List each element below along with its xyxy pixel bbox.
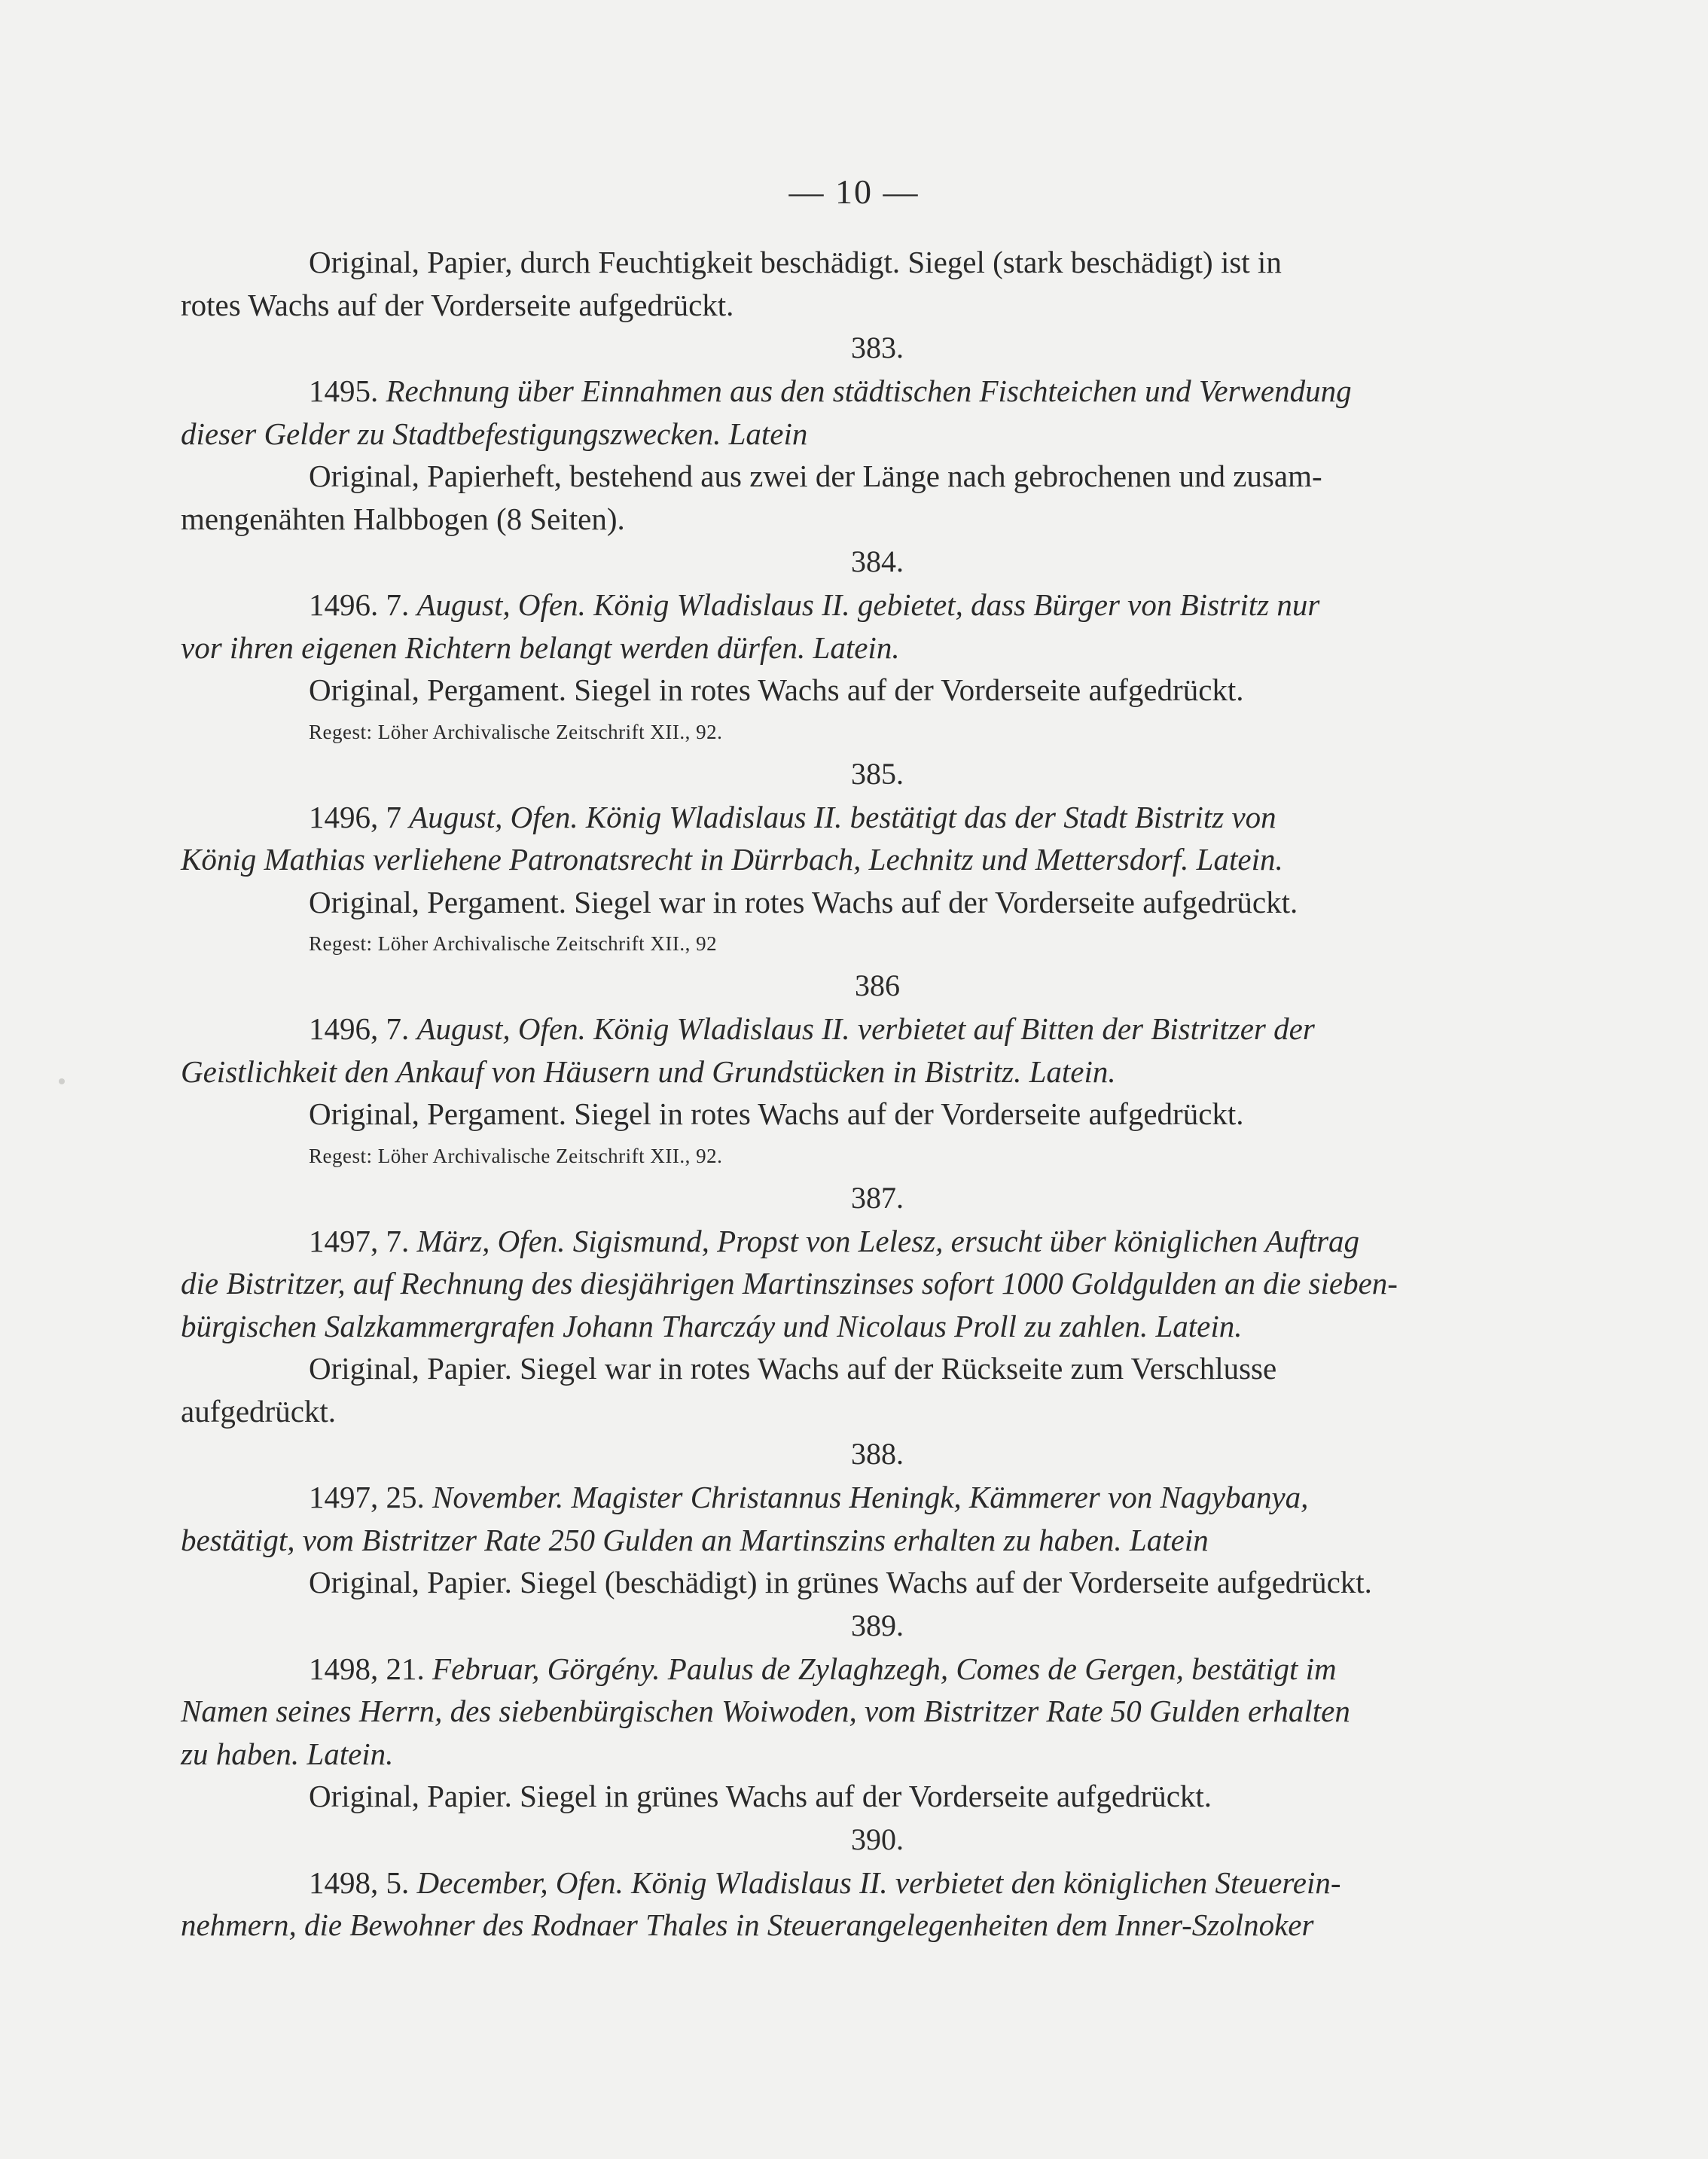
entry-date: 1496. 7. [309, 587, 417, 622]
entry-number: 383. [851, 331, 904, 364]
entry-regest: Regest: Löher Archivalische Zeitschrift XII., 92 [309, 932, 718, 955]
entry-heading [181, 370, 1529, 413]
entry-description-line: Original, Papier. Siegel war in rotes Wachs auf der Rückseite zum Verschlusse [309, 1351, 1277, 1386]
entry-description-line: Original, Papier. Siegel (beschädigt) in grünes Wachs auf der Vorderseite aufgedrückt. [309, 1565, 1372, 1599]
entry-summary: August, Ofen. König Wladislaus II. verbietet auf Bitten der Bistritzer der [416, 1011, 1315, 1046]
entry-date: 1497, 7. [309, 1223, 417, 1258]
entry-description-line: Original, Pergament. Siegel war in rotes Wachs auf der Vorderseite aufgedrückt. [309, 884, 1298, 919]
document-entry [181, 1176, 1529, 1433]
entry-date: 1498, 5. [309, 1865, 417, 1900]
entry-description-line: aufgedrückt. [181, 1393, 337, 1429]
entry-number: 385. [851, 756, 904, 791]
entry-summary-line: zu haben. Latein. [181, 1736, 394, 1771]
entry-summary-line: Geistlichkeit den Ankauf von Häusern und Grundstücken in Bistritz. Latein. [181, 1054, 1116, 1089]
entry-regest: Regest: Löher Archivalische Zeitschrift XII., 92. [309, 1144, 723, 1167]
entry-number: 386 [855, 968, 900, 1002]
entry-number: 390. [851, 1822, 904, 1856]
entry-heading [181, 1476, 1529, 1519]
entry-description-line: mengenähten Halbbogen (8 Seiten). [181, 501, 625, 536]
entry-summary: December, Ofen. König Wladislaus II. verbietet den königlichen Steuerein- [416, 1865, 1341, 1900]
document-entry [181, 964, 1529, 1176]
entry-number: 384. [851, 544, 904, 578]
entry-date: 1496, 7 [309, 799, 410, 834]
entry-heading [181, 1862, 1529, 1904]
entry-summary: August, Ofen. König Wladislaus II. gebietet, dass Bürger von Bistritz nur [416, 587, 1320, 622]
entry-date: 1497, 25. [309, 1480, 432, 1514]
entry-heading [181, 796, 1529, 839]
document-entry [181, 326, 1529, 540]
document-entry [181, 752, 1529, 965]
document-entry [181, 540, 1529, 752]
entry-list [181, 326, 1529, 1947]
intro-line: rotes Wachs auf der Vorderseite aufgedrückt. [181, 287, 734, 322]
intro-line: Original, Papier, durch Feuchtigkeit beschädigt. Siegel (stark beschädigt) ist in [309, 245, 1282, 279]
entry-description-line: Original, Pergament. Siegel in rotes Wachs auf der Vorderseite aufgedrückt. [309, 1096, 1244, 1131]
entry-summary: März, Ofen. Sigismund, Propst von Lelesz, ersucht über königlichen Auftrag [416, 1223, 1360, 1258]
page-number: — 10 — [788, 172, 920, 211]
entry-summary-line: König Mathias verliehene Patronatsrecht in Dürrbach, Lechnitz und Mettersdorf. Latein. [181, 842, 1283, 877]
document-entry [181, 1604, 1529, 1818]
document-entry [181, 1818, 1529, 1947]
entry-summary: November. Magister Christannus Heningk, Kämmerer von Nagybanya, [432, 1480, 1309, 1514]
entry-summary: Februar, Görgény. Paulus de Zylaghzegh, Comes de Gergen, bestätigt im [432, 1651, 1337, 1686]
entry-number: 387. [851, 1180, 904, 1215]
entry-regest: Regest: Löher Archivalische Zeitschrift XII., 92. [309, 720, 723, 743]
entry-summary-line: Namen seines Herrn, des siebenbürgischen Woiwoden, vom Bistritzer Rate 50 Gulden erhalten [181, 1694, 1350, 1728]
entry-heading [181, 1220, 1529, 1263]
entry-description-line: Original, Papier. Siegel in grünes Wachs auf der Vorderseite aufgedrückt. [309, 1779, 1212, 1813]
entry-date: 1498, 21. [309, 1651, 432, 1686]
entry-summary-line: nehmern, die Bewohner des Rodnaer Thales in Steuerangelegenheiten dem Inner-Szolnoker [181, 1907, 1314, 1942]
entry-heading [181, 1008, 1529, 1051]
entry-date: 1496, 7. [309, 1011, 417, 1046]
entry-summary-line: bürgischen Salzkammergrafen Johann Tharczáy und Nicolaus Proll zu zahlen. Latein. [181, 1308, 1243, 1343]
entry-description-line: Original, Papierheft, bestehend aus zwei der Länge nach gebrochenen und zusam- [309, 459, 1322, 493]
entry-number: 389. [851, 1608, 904, 1642]
entry-date: 1495. [309, 374, 386, 408]
entry-heading [181, 1648, 1529, 1691]
entry-summary-line: dieser Gelder zu Stadtbefestigungszwecken. Latein [181, 416, 808, 451]
entry-summary-line: vor ihren eigenen Richtern belangt werden dürfen. Latein. [181, 630, 900, 665]
document-entry [181, 1432, 1529, 1604]
entry-description-line: Original, Pergament. Siegel in rotes Wachs auf der Vorderseite aufgedrückt. [309, 672, 1244, 707]
entry-summary: August, Ofen. König Wladislaus II. bestätigt das der Stadt Bistritz von [409, 799, 1276, 834]
entry-summary-line: die Bistritzer, auf Rechnung des diesjährigen Martinszinses sofort 1000 Goldgulden an die sieben- [181, 1266, 1398, 1301]
entry-number: 388. [851, 1437, 904, 1471]
paper-speck [59, 1078, 65, 1084]
entry-heading [181, 584, 1529, 627]
entry-summary-line: bestätigt, vom Bistritzer Rate 250 Gulden an Martinszins erhalten zu haben. Latein [181, 1522, 1209, 1557]
document-body [181, 241, 1529, 1947]
entry-summary: Rechnung über Einnahmen aus den städtischen Fischteichen und Verwendung [386, 374, 1352, 408]
